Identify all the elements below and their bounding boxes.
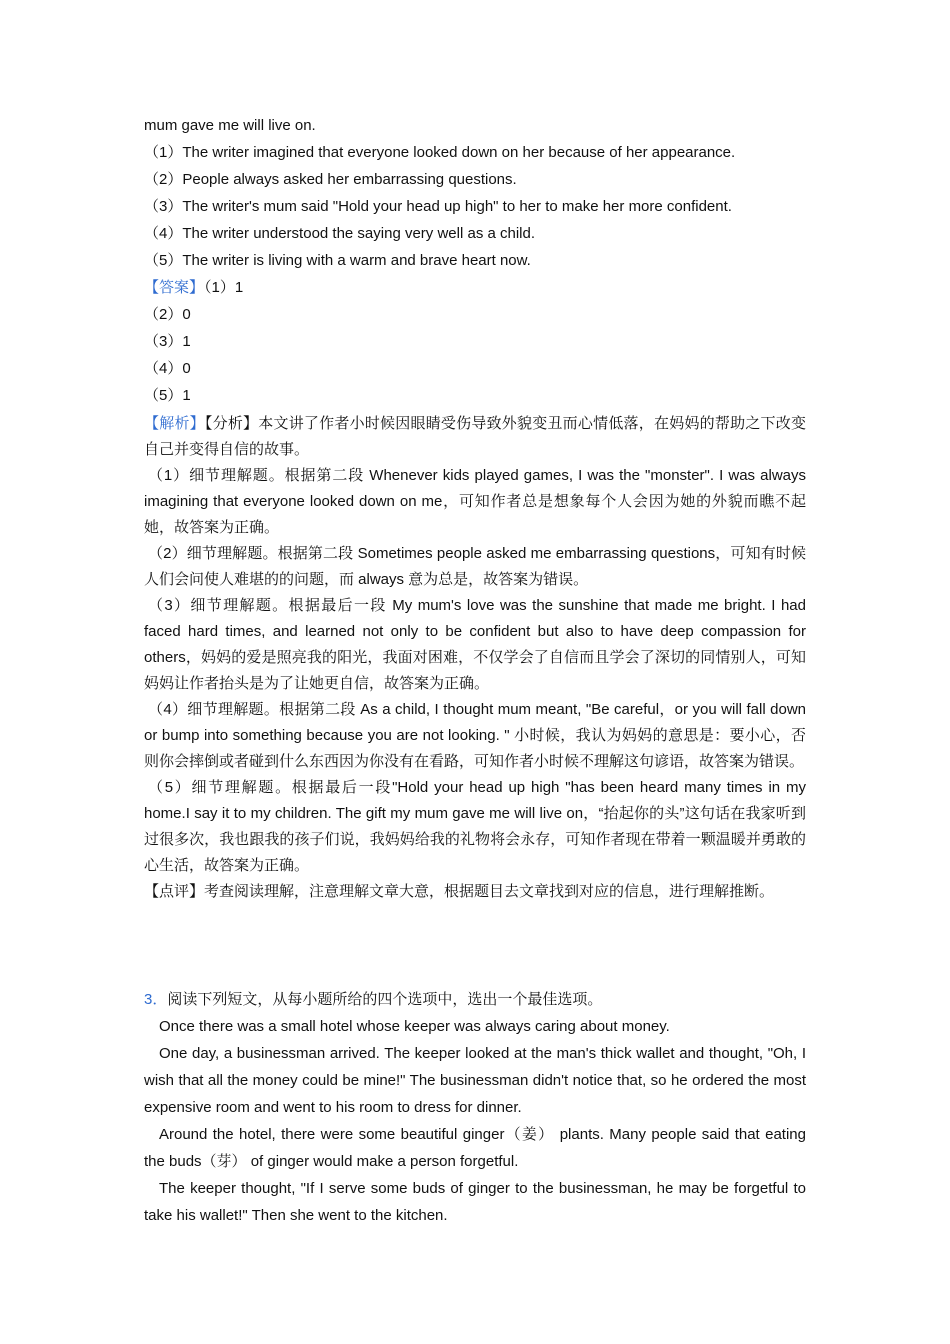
answer-5: （5）1 [144, 387, 191, 404]
passage-continuation: mum gave me will live on. [144, 117, 316, 134]
answer-block [144, 274, 806, 409]
answer-4: （4）0 [144, 360, 191, 377]
answer-tag: 【答案】 [144, 279, 205, 296]
passage-paragraph-2: One day, a businessman arrived. The keeper looked at the man's thick wallet and thought, "Oh, I wish that all the money could be mine!" The businessman didn't notice that, so he ordered the most expensive room and went to his room to dress for dinner. [144, 1045, 806, 1116]
question-number: 3． [144, 991, 168, 1008]
statement-1: （1）The writer imagined that everyone looked down on her because of her appearance. [144, 144, 736, 161]
passage-paragraph-1: Once there was a small hotel whose keeper was always caring about money. [159, 1018, 670, 1035]
analysis-block [144, 411, 806, 905]
answer-line-1 [144, 274, 806, 301]
question-2-tail [144, 112, 806, 274]
answer-2: （2）0 [144, 306, 191, 323]
statement-2: （2）People always asked her embarrassing questions. [144, 171, 517, 188]
question-3-heading [144, 986, 806, 1013]
passage-paragraph-3: Around the hotel, there were some beautiful ginger（姜） plants. Many people said that eating the buds（芽） of ginger would make a person forgetful. [144, 1126, 806, 1170]
analysis-item-2: （2）细节理解题。根据第二段 Sometimes people asked me embarrassing questions，可知有时候人们会问使人难堪的的问题，而 always 意为总是，故答案为错误。 [144, 545, 806, 588]
analysis-item-4: （4）细节理解题。根据第二段 As a child, I thought mum meant, "Be careful，or you will fall down or bump into something because you are not looking. " 小时候，我认为妈妈的意思是：要小心，否则你会摔倒或者碰到什么东西因为你没有在看路，可知作者小时候不理解这句谚语，故答案为错误。 [144, 701, 806, 770]
statement-5: （5）The writer is living with a warm and brave heart now. [144, 252, 531, 269]
question-3 [144, 986, 806, 1229]
analysis-tag: 【解析】 [144, 415, 205, 432]
analysis-item-5: （5）细节理解题。根据最后一段"Hold your head up high "has been heard many times in my home.I say it to my children. The gift my mum gave me will live on，“抬起你的头”这句话在我家听到过很多次，我也跟我的孩子们说，我妈妈给我的礼物将会永存，可知作者现在带着一颗温暖并勇敢的心生活，故答案为正确。 [144, 779, 806, 874]
statement-3: （3）The writer's mum said "Hold your head up high" to her to make her more confident. [144, 198, 732, 215]
analysis-intro [144, 411, 806, 463]
question-instruction: 阅读下列短文，从每小题所给的四个选项中，选出一个最佳选项。 [167, 991, 603, 1008]
statement-4: （4）The writer understood the saying very well as a child. [144, 225, 536, 242]
passage-paragraph-4: The keeper thought, "If I serve some buds of ginger to the businessman, he may be forgetful to take his wallet!" Then she went to the kitchen. [144, 1180, 806, 1224]
analysis-item-1: （1）细节理解题。根据第二段 Whenever kids played games, I was the "monster". I was always imagining that everyone looked down on me，可知作者总是想象每个人会因为她的外貌而瞧不起她，故答案为正确。 [144, 467, 806, 536]
analysis-item-3: （3）细节理解题。根据最后一段 My mum's love was the sunshine that made me bright. I had faced hard times, and learned not only to be confident but also to have deep compassion for others，妈妈的爱是照亮我的阳光，我面对困难，不仅学会了自信而且学会了深切的同情别人，可知妈妈让作者抬头是为了让她更自信，故答案为正确。 [144, 597, 806, 692]
answer-1: （1）1 [204, 279, 244, 296]
answer-3: （3）1 [144, 333, 191, 350]
analysis-comment: 【点评】考查阅读理解，注意理解文章大意，根据题目去文章找到对应的信息，进行理解推断。 [144, 883, 775, 900]
analysis-summary: 【分析】本文讲了作者小时候因眼睛受伤导致外貌变丑而心情低落，在妈妈的帮助之下改变自己并变得自信的故事。 [144, 415, 806, 458]
